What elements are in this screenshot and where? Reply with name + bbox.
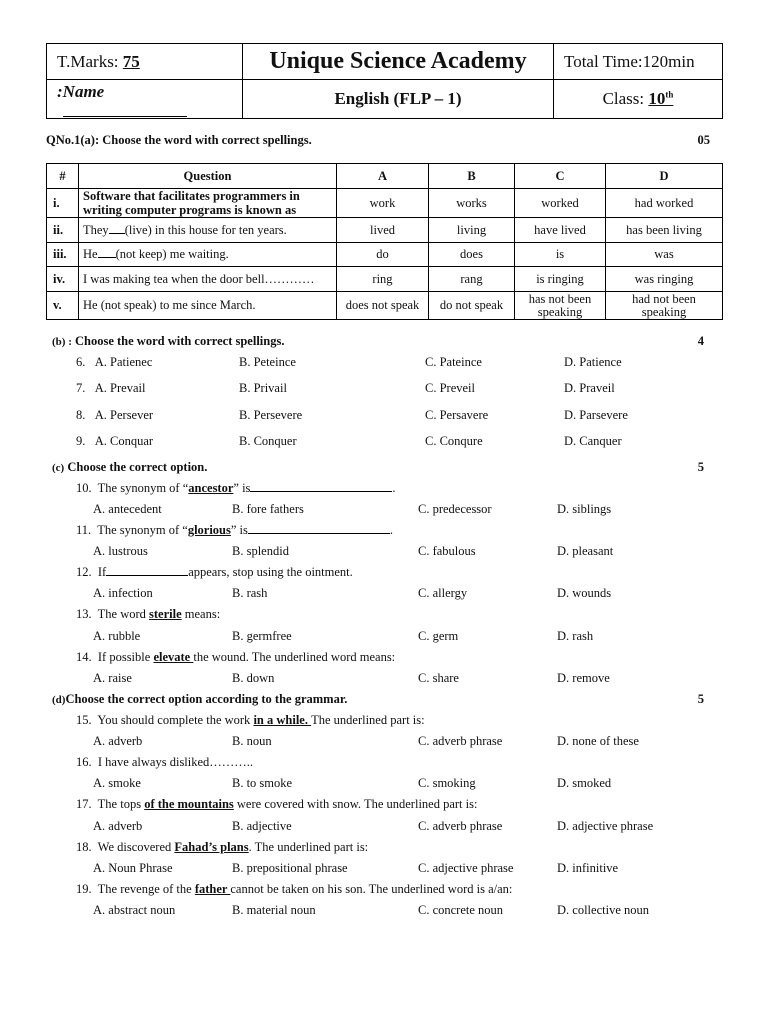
option-c: C. share <box>418 671 459 685</box>
q1a-heading: QNo.1(a): Choose the word with correct spellings. 05 <box>46 133 710 147</box>
option-b: B. material noun <box>232 903 316 917</box>
col-header-b: B <box>429 164 515 189</box>
option-d: D. remove <box>557 671 610 685</box>
q1d-marks: 5 <box>697 692 704 706</box>
question-11: 11. The synonym of “glorious” is . <box>76 523 394 537</box>
q1d-heading: (d)Choose the correct option according to the grammar. 5 <box>52 692 704 706</box>
option-d: D. none of these <box>557 734 639 748</box>
answer-blank <box>248 523 390 534</box>
question-18: 18. We discovered Fahad’s plans. The underlined part is: <box>76 840 369 854</box>
option-c: C. smoking <box>418 776 476 790</box>
option-c: C. adjective phrase <box>418 861 514 875</box>
question-10: 10. The synonym of “ancestor” is . <box>76 481 396 495</box>
option-b: B. to smoke <box>232 776 293 790</box>
table-row: i. Software that facilitates programmers in writing computer programs is known as work works worked had worked <box>47 189 723 218</box>
option-a: A. abstract noun <box>93 903 176 917</box>
option-b: B. down <box>232 671 275 685</box>
option-c: C. Pateince <box>425 355 482 369</box>
col-header-question: Question <box>79 164 337 189</box>
q1c-marks: 5 <box>697 460 704 474</box>
question-15: 15. You should complete the work in a while. The underlined part is: <box>76 713 425 727</box>
academy-title: Unique Science Academy <box>243 44 554 80</box>
q1b-heading: (b) : Choose the word with correct spellings. 4 <box>52 334 704 348</box>
option-d: D. infinitive <box>557 861 619 875</box>
option-d: D. smoked <box>557 776 612 790</box>
option-d: D. Canquer <box>564 434 622 448</box>
option-c: C. predecessor <box>418 502 492 516</box>
option-a: A. lustrous <box>93 544 148 558</box>
option-b: B. Conquer <box>239 434 297 448</box>
header-table <box>46 43 723 119</box>
option-d: D. wounds <box>557 586 612 600</box>
option-c: C. concrete noun <box>418 903 504 917</box>
list-item: 6. A. Patienec <box>76 355 153 369</box>
option-a: A. antecedent <box>93 502 162 516</box>
table-row: iv. I was making tea when the door bell………… ring rang is ringing was ringing <box>47 267 723 292</box>
option-d: D. collective noun <box>557 903 649 917</box>
answer-blank <box>98 247 116 258</box>
option-c: C. Persavere <box>425 408 489 422</box>
option-b: B. Privail <box>239 381 287 395</box>
name-blank-line <box>63 102 187 117</box>
table-row: v. He (not speak) to me since March. does not speak do not speak has not been speaking had not been speaking <box>47 292 723 320</box>
option-c: C. allergy <box>418 586 468 600</box>
option-b: B. prepositional phrase <box>232 861 348 875</box>
option-b: B. adjective <box>232 819 292 833</box>
option-a: A. rubble <box>93 629 141 643</box>
question-19: 19. The revenge of the father cannot be taken on his son. The underlined word is a/an: <box>76 882 513 896</box>
option-d: D. adjective phrase <box>557 819 654 833</box>
option-c: C. Preveil <box>425 381 475 395</box>
answer-blank <box>109 223 125 234</box>
option-a: A. smoke <box>93 776 141 790</box>
class-value: 10th <box>648 89 674 108</box>
total-marks-value: 75 <box>122 51 140 71</box>
option-d: D. Parsevere <box>564 408 628 422</box>
answer-blank <box>250 481 392 492</box>
table-row: ii. They (live) in this house for ten years. lived living have lived has been living <box>47 218 723 243</box>
question-13: 13. The word sterile means: <box>76 607 221 621</box>
subject-title: English (FLP – 1) <box>243 80 554 119</box>
table-row: iii. He (not keep) me waiting. do does is was <box>47 243 723 267</box>
class-field: Class: 10th <box>554 80 723 119</box>
option-a: A. raise <box>93 671 132 685</box>
option-d: D. Praveil <box>564 381 615 395</box>
option-b: B. Peteince <box>239 355 296 369</box>
question-17: 17. The tops of the mountains were covered with snow. The underlined part is: <box>76 797 478 811</box>
option-d: D. pleasant <box>557 544 614 558</box>
option-b: B. Persevere <box>239 408 303 422</box>
option-a: A. adverb <box>93 819 143 833</box>
total-time: Total Time:120min <box>554 44 723 80</box>
option-d: D. Patience <box>564 355 622 369</box>
list-item: 9. A. Conquar <box>76 434 154 448</box>
q1b-marks: 4 <box>697 334 704 348</box>
list-item: 7. A. Prevail <box>76 381 146 395</box>
name-field: :Name <box>47 80 243 119</box>
list-item: 8. A. Persever <box>76 408 154 422</box>
answer-blank <box>106 565 188 576</box>
option-b: B. fore fathers <box>232 502 304 516</box>
question-14: 14. If possible elevate the wound. The underlined word means: <box>76 650 396 664</box>
option-b: B. germfree <box>232 629 292 643</box>
col-header-a: A <box>337 164 429 189</box>
option-b: B. noun <box>232 734 272 748</box>
col-header-number: # <box>47 164 79 189</box>
option-c: C. adverb phrase <box>418 734 503 748</box>
col-header-c: C <box>515 164 606 189</box>
total-marks: T.Marks: 75 <box>47 44 243 80</box>
option-c: C. Conqure <box>425 434 483 448</box>
question-16: 16. I have always disliked……….. <box>76 755 254 769</box>
option-c: C. adverb phrase <box>418 819 503 833</box>
option-d: D. rash <box>557 629 594 643</box>
option-d: D. siblings <box>557 502 612 516</box>
q1a-marks: 05 <box>697 133 710 147</box>
q1a-table <box>46 163 723 320</box>
option-a: A. adverb <box>93 734 143 748</box>
question-12: 12. If appears, stop using the ointment. <box>76 565 353 579</box>
col-header-d: D <box>606 164 723 189</box>
option-b: B. rash <box>232 586 268 600</box>
option-c: C. germ <box>418 629 459 643</box>
option-c: C. fabulous <box>418 544 476 558</box>
option-a: A. infection <box>93 586 153 600</box>
option-a: A. Noun Phrase <box>93 861 173 875</box>
option-b: B. splendid <box>232 544 289 558</box>
q1c-heading: (c) Choose the correct option. 5 <box>52 460 704 474</box>
